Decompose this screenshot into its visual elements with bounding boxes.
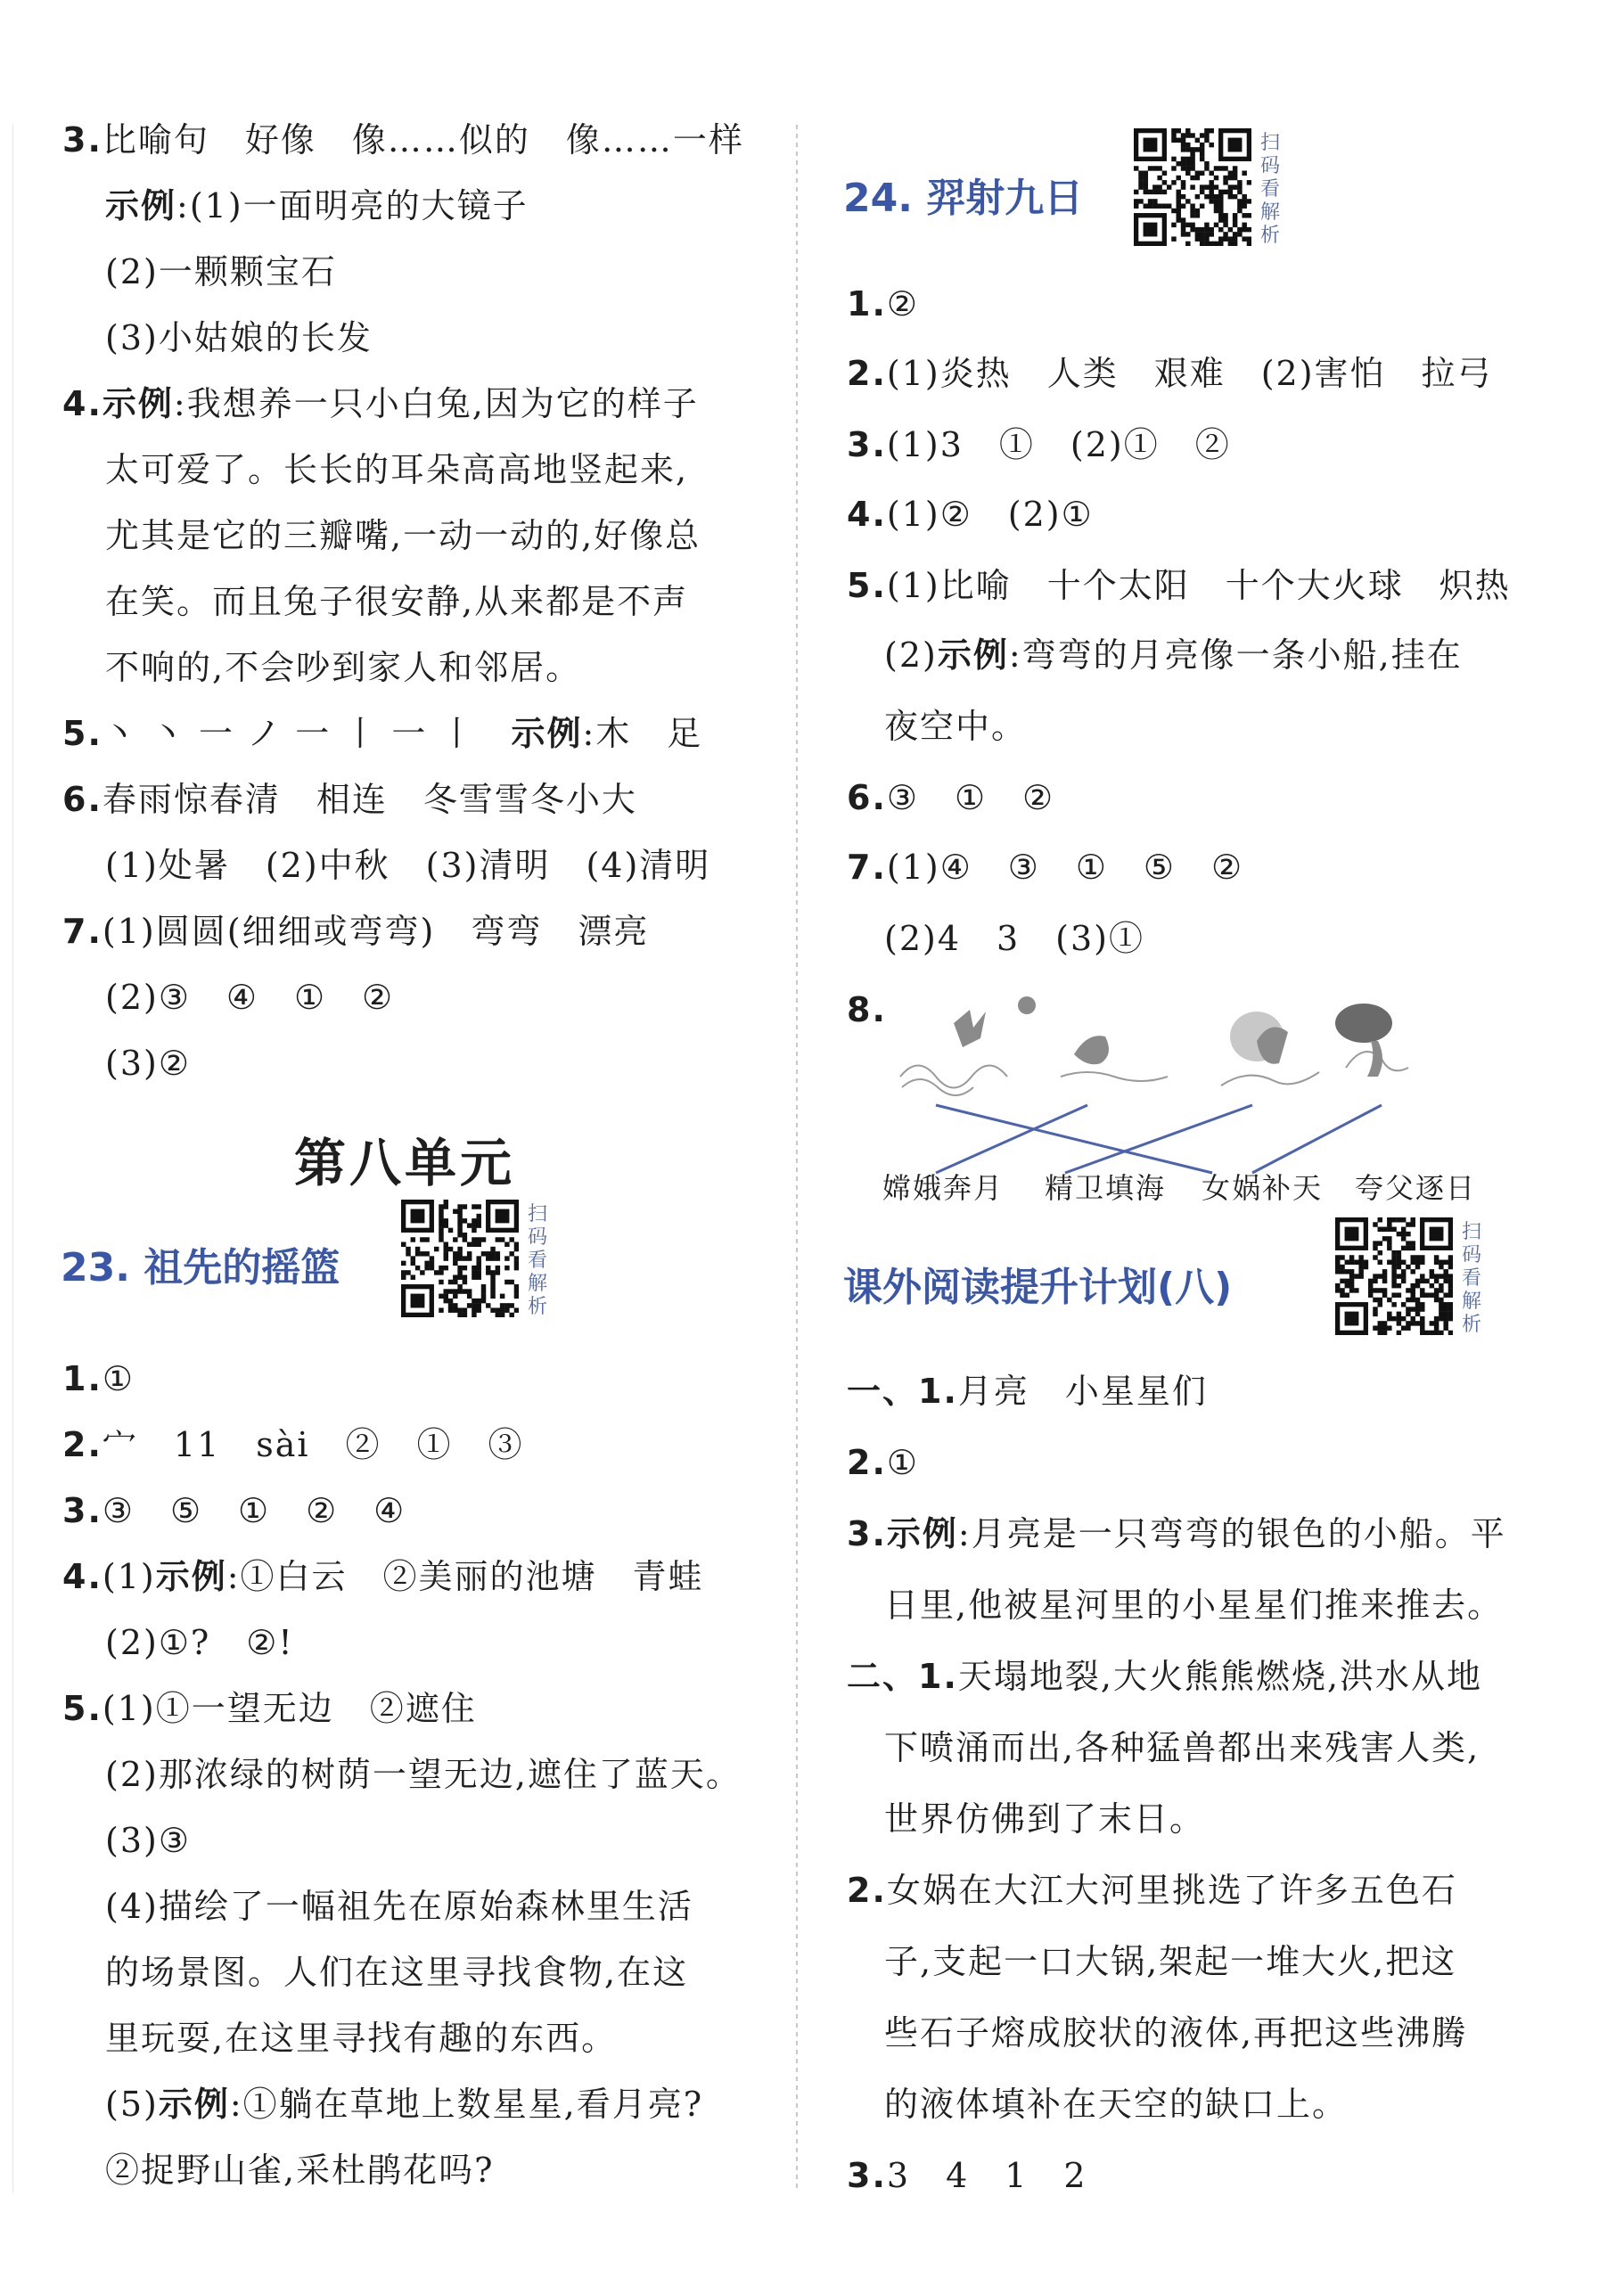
reading-plan-title: 课外阅读提升计划(八) — [843, 1265, 1233, 1310]
myth-label-3: 女娲补天 — [1202, 1171, 1324, 1205]
qr-code-icon[interactable] — [1134, 128, 1251, 246]
l24-a1: 1.② — [847, 284, 919, 324]
qr-code-icon[interactable] — [1335, 1217, 1453, 1335]
q3-example-3: (3)小姑娘的长发 — [105, 318, 373, 357]
read-b3b: 日里,他被星河里的小星星们推来推去。 — [884, 1586, 1504, 1625]
read-c2d: 的液体填补在天空的缺口上。 — [884, 2085, 1349, 2124]
read-b3: 3.示例:月亮是一只弯弯的银色的小船。平 — [847, 1514, 1506, 1553]
l23-a5g: (5)示例:①躺在草地上数星星,看月亮? — [105, 2085, 704, 2124]
read-c2c: 些石子熔成胶状的液体,再把这些沸腾 — [884, 2013, 1468, 2053]
q7-line-3: (3)② — [105, 1044, 191, 1083]
page-edge-line — [12, 125, 13, 2192]
read-b1: 一、1.月亮 小星星们 — [847, 1372, 1208, 1411]
l24-a2: 2.(1)炎热 人类 艰难 (2)害怕 拉弓 — [847, 354, 1493, 393]
l24-a5c: 夜空中。 — [884, 707, 1028, 746]
q3-example-2: (2)一颗颗宝石 — [105, 252, 337, 291]
q7-line: 7.(1)圆圆(细细或弯弯) 弯弯 漂亮 — [62, 912, 650, 951]
q3-example-1: 示例:(1)一面明亮的大镜子 — [105, 186, 529, 225]
q4-line: 4.示例:我想养一只小白兔,因为它的样子 — [62, 384, 699, 423]
l24-a7b: (2)4 3 (3)① — [884, 919, 1145, 958]
l23-a4: 4.(1)示例:①白云 ②美丽的池塘 青蛙 — [62, 1557, 704, 1596]
myth-label-4: 夸父逐日 — [1355, 1171, 1477, 1205]
l23-a2: 2.宀 11 sài ② ① ③ — [62, 1425, 524, 1464]
l23-a5e: 的场景图。人们在这里寻找食物,在这 — [105, 1953, 689, 1992]
l23-a1: 1.① — [62, 1359, 135, 1398]
lesson-24-title: 24. 羿射九日 — [843, 176, 1084, 221]
lesson-23-title: 23. 祖先的摇篮 — [61, 1245, 340, 1291]
myth-matching-figure — [882, 987, 1477, 1205]
scan-hint: 扫 码 看 解 析 — [1461, 1221, 1481, 1336]
q4-line-5: 不响的,不会吵到家人和邻居。 — [105, 648, 582, 687]
l24-a4: 4.(1)② (2)① — [847, 495, 1094, 534]
q4-line-4: 在笑。而且兔子很安静,从来都是不声 — [105, 582, 689, 621]
read-c1c: 世界仿佛到了末日。 — [884, 1799, 1206, 1839]
l23-a3: 3.③ ⑤ ① ② ④ — [62, 1491, 406, 1530]
q6-line-2: (1)处暑 (2)中秋 (3)清明 (4)清明 — [105, 846, 711, 885]
l24-a5: 5.(1)比喻 十个太阳 十个大火球 炽热 — [847, 566, 1511, 605]
l23-a5h: ②捉野山雀,采杜鹃花吗? — [105, 2151, 495, 2190]
read-c1: 二、1.天塌地裂,大火熊熊燃烧,洪水从地 — [847, 1657, 1483, 1696]
l23-a5c: (3)③ — [105, 1821, 191, 1860]
read-c2: 2.女娲在大江大河里挑选了许多五色石 — [847, 1871, 1457, 1910]
l24-a5b: (2)示例:弯弯的月亮像一条小船,挂在 — [884, 635, 1463, 675]
l24-a7: 7.(1)④ ③ ① ⑤ ② — [847, 848, 1244, 887]
scan-hint: 扫 码 看 解 析 — [527, 1203, 547, 1318]
q3-line: 3.比喻句 好像 像……似的 像……一样 — [62, 120, 744, 160]
l23-a4b: (2)①? ②! — [105, 1623, 294, 1662]
read-b2: 2.① — [847, 1443, 919, 1482]
q5-line: 5.丶 丶 一 ノ 一 丨 一 丨 示例:木 足 — [62, 714, 703, 753]
read-c3: 3.3 4 1 2 — [847, 2156, 1087, 2195]
l23-a5d: (4)描绘了一幅祖先在原始森林里生活 — [105, 1887, 693, 1926]
match-lines — [936, 1105, 1382, 1173]
read-c1b: 下喷涌而出,各种猛兽都出来残害人类, — [884, 1728, 1480, 1767]
qr-code-icon[interactable] — [401, 1200, 519, 1317]
l23-a5f: 里玩耍,在这里寻找有趣的东西。 — [105, 2019, 618, 2058]
l24-a3: 3.(1)3 ① (2)① ② — [847, 425, 1231, 464]
read-c2b: 子,支起一口大锅,架起一堆大火,把这 — [884, 1942, 1457, 1981]
scan-hint: 扫 码 看 解 析 — [1259, 132, 1280, 247]
q7-line-2: (2)③ ④ ① ② — [105, 978, 395, 1017]
myth-label-1: 嫦娥奔月 — [882, 1171, 1005, 1205]
l23-a5b: (2)那浓绿的树荫一望无边,遮住了蓝天。 — [105, 1755, 742, 1794]
column-divider — [796, 125, 798, 2192]
unit-title: 第八单元 — [294, 1133, 516, 1193]
q4-line-2: 太可爱了。长长的耳朵高高地竖起来, — [105, 450, 689, 489]
l23-a5: 5.(1)①一望无边 ②遮住 — [62, 1689, 477, 1728]
q4-line-3: 尤其是它的三瓣嘴,一动一动的,好像总 — [105, 516, 701, 555]
myth-illustrations — [882, 987, 1417, 1192]
myth-label-2: 精卫填海 — [1045, 1171, 1167, 1205]
q6-line: 6.春雨惊春清 相连 冬雪雪冬小大 — [62, 780, 637, 819]
l24-a8: 8. — [847, 990, 887, 1029]
l24-a6: 6.③ ① ② — [847, 778, 1055, 817]
